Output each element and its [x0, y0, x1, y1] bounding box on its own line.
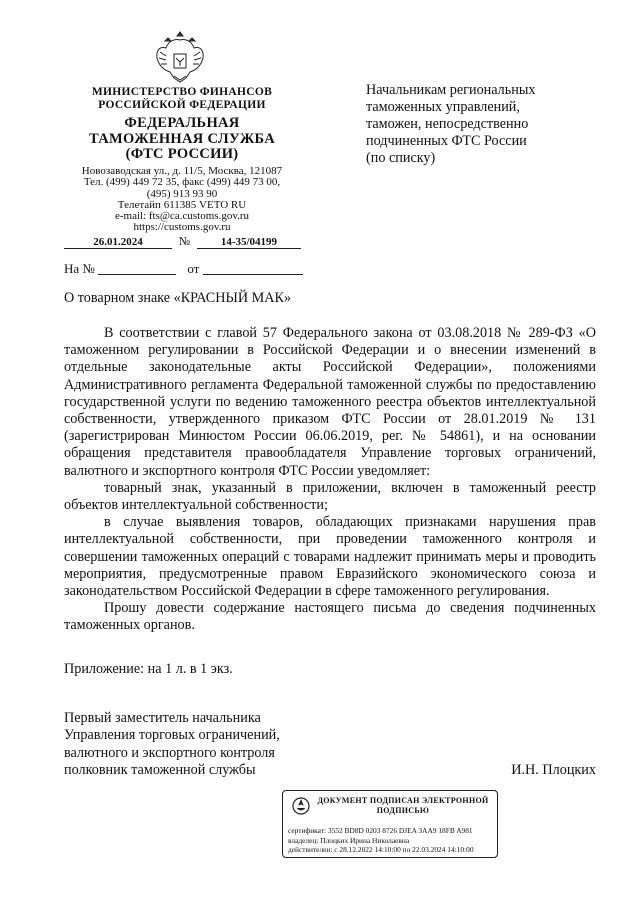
signer-name: И.Н. Плоцких	[511, 762, 596, 778]
email-line: e-mail: fts@ca.customs.gov.ru	[114, 210, 250, 223]
attachment-note: Приложение: на 1 л. в 1 экз.	[64, 661, 233, 677]
signatory-line: полковник таможенной службы	[64, 761, 256, 778]
reference-date-blank	[203, 263, 303, 275]
addressee-line: подчиненных ФТС России	[366, 133, 527, 149]
address-line: Новозаводская ул., д. 11/5, Москва, 121087	[81, 165, 283, 177]
ministry-line: МИНИСТЕРСТВО ФИНАНСОВ	[91, 86, 273, 98]
teletype-line: Телетайп 611385 VETO RU	[117, 198, 247, 211]
contact-block	[64, 166, 300, 234]
service-line: ТАМОЖЕННАЯ СЛУЖБА	[88, 130, 276, 147]
number-sign: №	[178, 234, 191, 248]
signatory-line: валютного и экспортного контроля	[64, 744, 275, 761]
reference-line	[64, 261, 304, 277]
stamp-title	[315, 796, 491, 816]
addressee-line: таможенных управлений,	[366, 99, 520, 115]
phone-line: (495) 913 93 90	[146, 187, 218, 200]
signature-seal-icon	[291, 796, 311, 816]
phone-line: Тел. (499) 449 72 35, факс (499) 449 73 00,	[83, 176, 281, 189]
letter-subject: О товарном знаке «КРАСНЫЙ МАК»	[64, 290, 292, 306]
reference-number-blank	[98, 263, 176, 275]
signatory-line: Первый заместитель начальника	[64, 710, 261, 726]
document-date: 26.01.2024	[64, 236, 172, 249]
stamp-certificate: сертификат: 3552 BD8D 0203 8726 DJEA 3AA9 18FB A981	[288, 826, 473, 835]
body-paragraph: в случае выявления товаров, обладающих признаками нарушения прав интеллектуальной собственности, при проведении таможенного контроля и совершении таможенных операций с товарами надлежит принимать меры и проводить мероприятия, предусмотренные правом Евразийского экономического союза и законодательством Российской Федерации в сфере таможенного регулирования.	[64, 514, 596, 600]
signatory-block	[64, 710, 364, 779]
service-name	[64, 116, 300, 163]
website-line: https://customs.gov.ru	[133, 221, 231, 234]
service-line: (ФТС РОССИИ)	[125, 146, 239, 162]
electronic-signature-stamp	[282, 790, 498, 858]
ministry-name	[64, 86, 300, 111]
addressee-line: Начальникам региональных	[366, 82, 536, 98]
coat-of-arms-emblem	[154, 28, 206, 84]
addressee-block	[366, 82, 596, 167]
stamp-owner: владелец: Плоцких Ирина Николаевна	[288, 835, 410, 845]
body-paragraph: В соответствии с главой 57 Федерального закона от 03.08.2018 № 289-ФЗ «О таможенном регулировании в Российской Федерации и о внесении изменений в отдельные законодательные акты Российской Федерации», положениями Административного регламента Федеральной таможенной службы по предоставлению государственной услуги по ведению таможенного реестра объектов интеллектуальной собственности, утвержденного приказом ФТС России от 28.01.2019 № 131 (зарегистрирован Минюстом России 06.06.2019, рег. № 54861), и на основании обращения представителя правообладателя Управление торговых ограничений, валютного и экспортного контроля ФТС России уведомляет:	[64, 325, 596, 479]
stamp-validity: действителен: с 28.12.2022 14:10:00 по 22.03.2024 14:10:00	[288, 845, 474, 854]
registration-line	[64, 234, 304, 249]
letter-body	[64, 325, 596, 635]
reference-label: На №	[64, 261, 95, 276]
stamp-title-line: ПОДПИСЬЮ	[376, 806, 430, 815]
stamp-title-line: ДОКУМЕНТ ПОДПИСАН ЭЛЕКТРОННОЙ	[317, 796, 489, 805]
stamp-details	[288, 826, 494, 855]
document-number: 14-35/04199	[197, 236, 301, 249]
body-paragraph: Прошу довести содержание настоящего письма до сведения подчиненных таможенных органов.	[64, 600, 596, 634]
signatory-line: Управления торговых ограничений,	[64, 727, 280, 744]
service-line: ФЕДЕРАЛЬНАЯ	[124, 115, 240, 131]
body-paragraph: товарный знак, указанный в приложении, включен в таможенный реестр объектов интеллектуальной собственности;	[64, 479, 596, 514]
ministry-line: РОССИЙСКОЙ ФЕДЕРАЦИИ	[98, 98, 266, 111]
addressee-line: таможен, непосредственно	[366, 116, 529, 132]
reference-from-label: от	[187, 261, 200, 276]
addressee-line: (по списку)	[366, 150, 436, 166]
